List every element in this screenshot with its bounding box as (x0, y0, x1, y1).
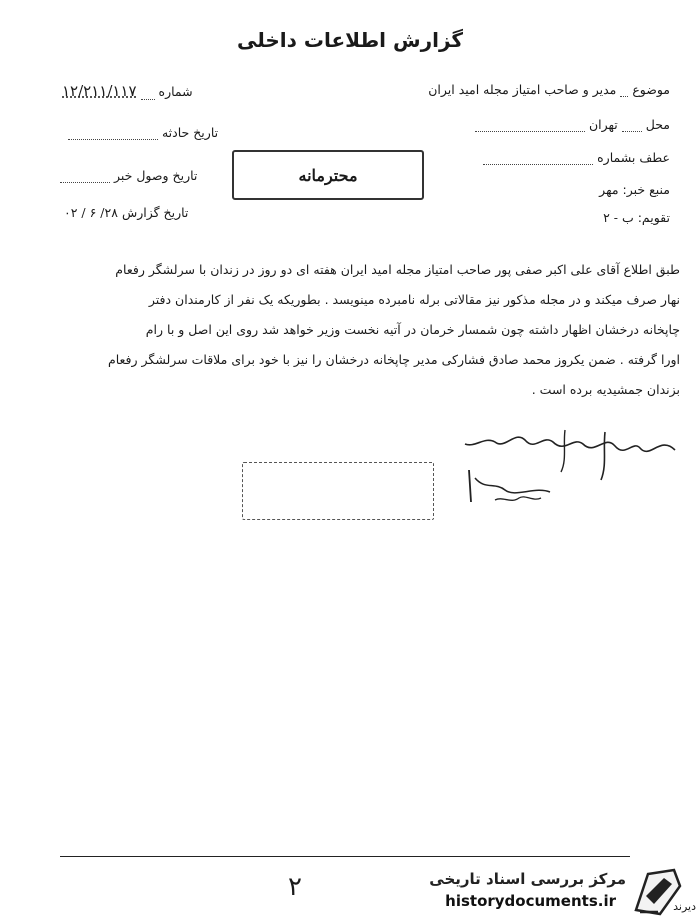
confidential-stamp (232, 150, 424, 200)
corner-text: دیرند (673, 900, 696, 913)
subject-value: مدیر و صاحب امتیاز مجله امید ایران (428, 82, 617, 97)
number-field (62, 82, 193, 100)
report-date-value: ۲۸/ ۶ / ۰۲ (64, 205, 118, 220)
stamp-text: محترمانه (298, 165, 358, 185)
source-label: منبع خبر: (622, 182, 670, 197)
subject-field (428, 82, 670, 97)
report-date-field (64, 205, 188, 220)
rating-field (603, 210, 670, 225)
rating-value: ب - ۲ (603, 210, 634, 225)
body-line: طبق اطلاع آقای علی اکبر صفی پور صاحب امتیاز مجله امید ایران هفته ای دو روز در زندان با سرلشگر رفعام (115, 262, 680, 277)
number-label: شماره (158, 84, 193, 99)
faded-stamp (242, 462, 434, 520)
page-number: ۲ (288, 872, 302, 902)
body-line: بزندان جمشیدیه برده است . (531, 382, 680, 397)
place-label: محل (645, 117, 670, 132)
source-field (599, 182, 670, 197)
received-date-label: تاریخ وصول خبر (113, 168, 198, 183)
place-field (475, 117, 670, 132)
watermark (416, 864, 696, 920)
watermark-name: مرکز بررسی اسناد تاریخی (429, 870, 626, 888)
rating-label: تقویم: (637, 210, 670, 225)
report-date-label: تاریخ گزارش (121, 205, 189, 220)
number-value: ۱۲/۲۱۱/۱۱۷ (62, 82, 137, 100)
footer-divider (60, 856, 630, 857)
ref-label: عطف بشماره (597, 150, 670, 165)
incident-date-label: تاریخ حادثه (161, 125, 219, 140)
page-title: گزارش اطلاعات داخلی (236, 28, 464, 52)
body-line: اورا گرفته . ضمن یکروز محمد صادق فشارکی مدیر چاپخانه درخشان را نیز با خود برای ملاقات سرلشگر رفعام (107, 352, 680, 367)
handwritten-signature (455, 420, 685, 520)
watermark-url: historydocuments.ir (445, 892, 616, 910)
place-value: تهران (589, 117, 618, 132)
subject-label: موضوع (632, 82, 670, 97)
report-body (20, 255, 680, 405)
received-date-field (60, 168, 197, 183)
incident-date-field (68, 125, 218, 140)
ref-field (483, 150, 670, 165)
body-line: چاپخانه درخشان اظهار داشته چون شمسار خرمان در آتیه نخست وزیر خواهد شد روی این اصل و با رام (145, 322, 680, 337)
body-line: نهار صرف میکند و در مجله مذکور نیز مقالاتی برله نامبرده مینویسد . بطوریکه یک نفر از کارمندان دفتر (148, 292, 680, 307)
source-value: مهر (599, 182, 619, 197)
